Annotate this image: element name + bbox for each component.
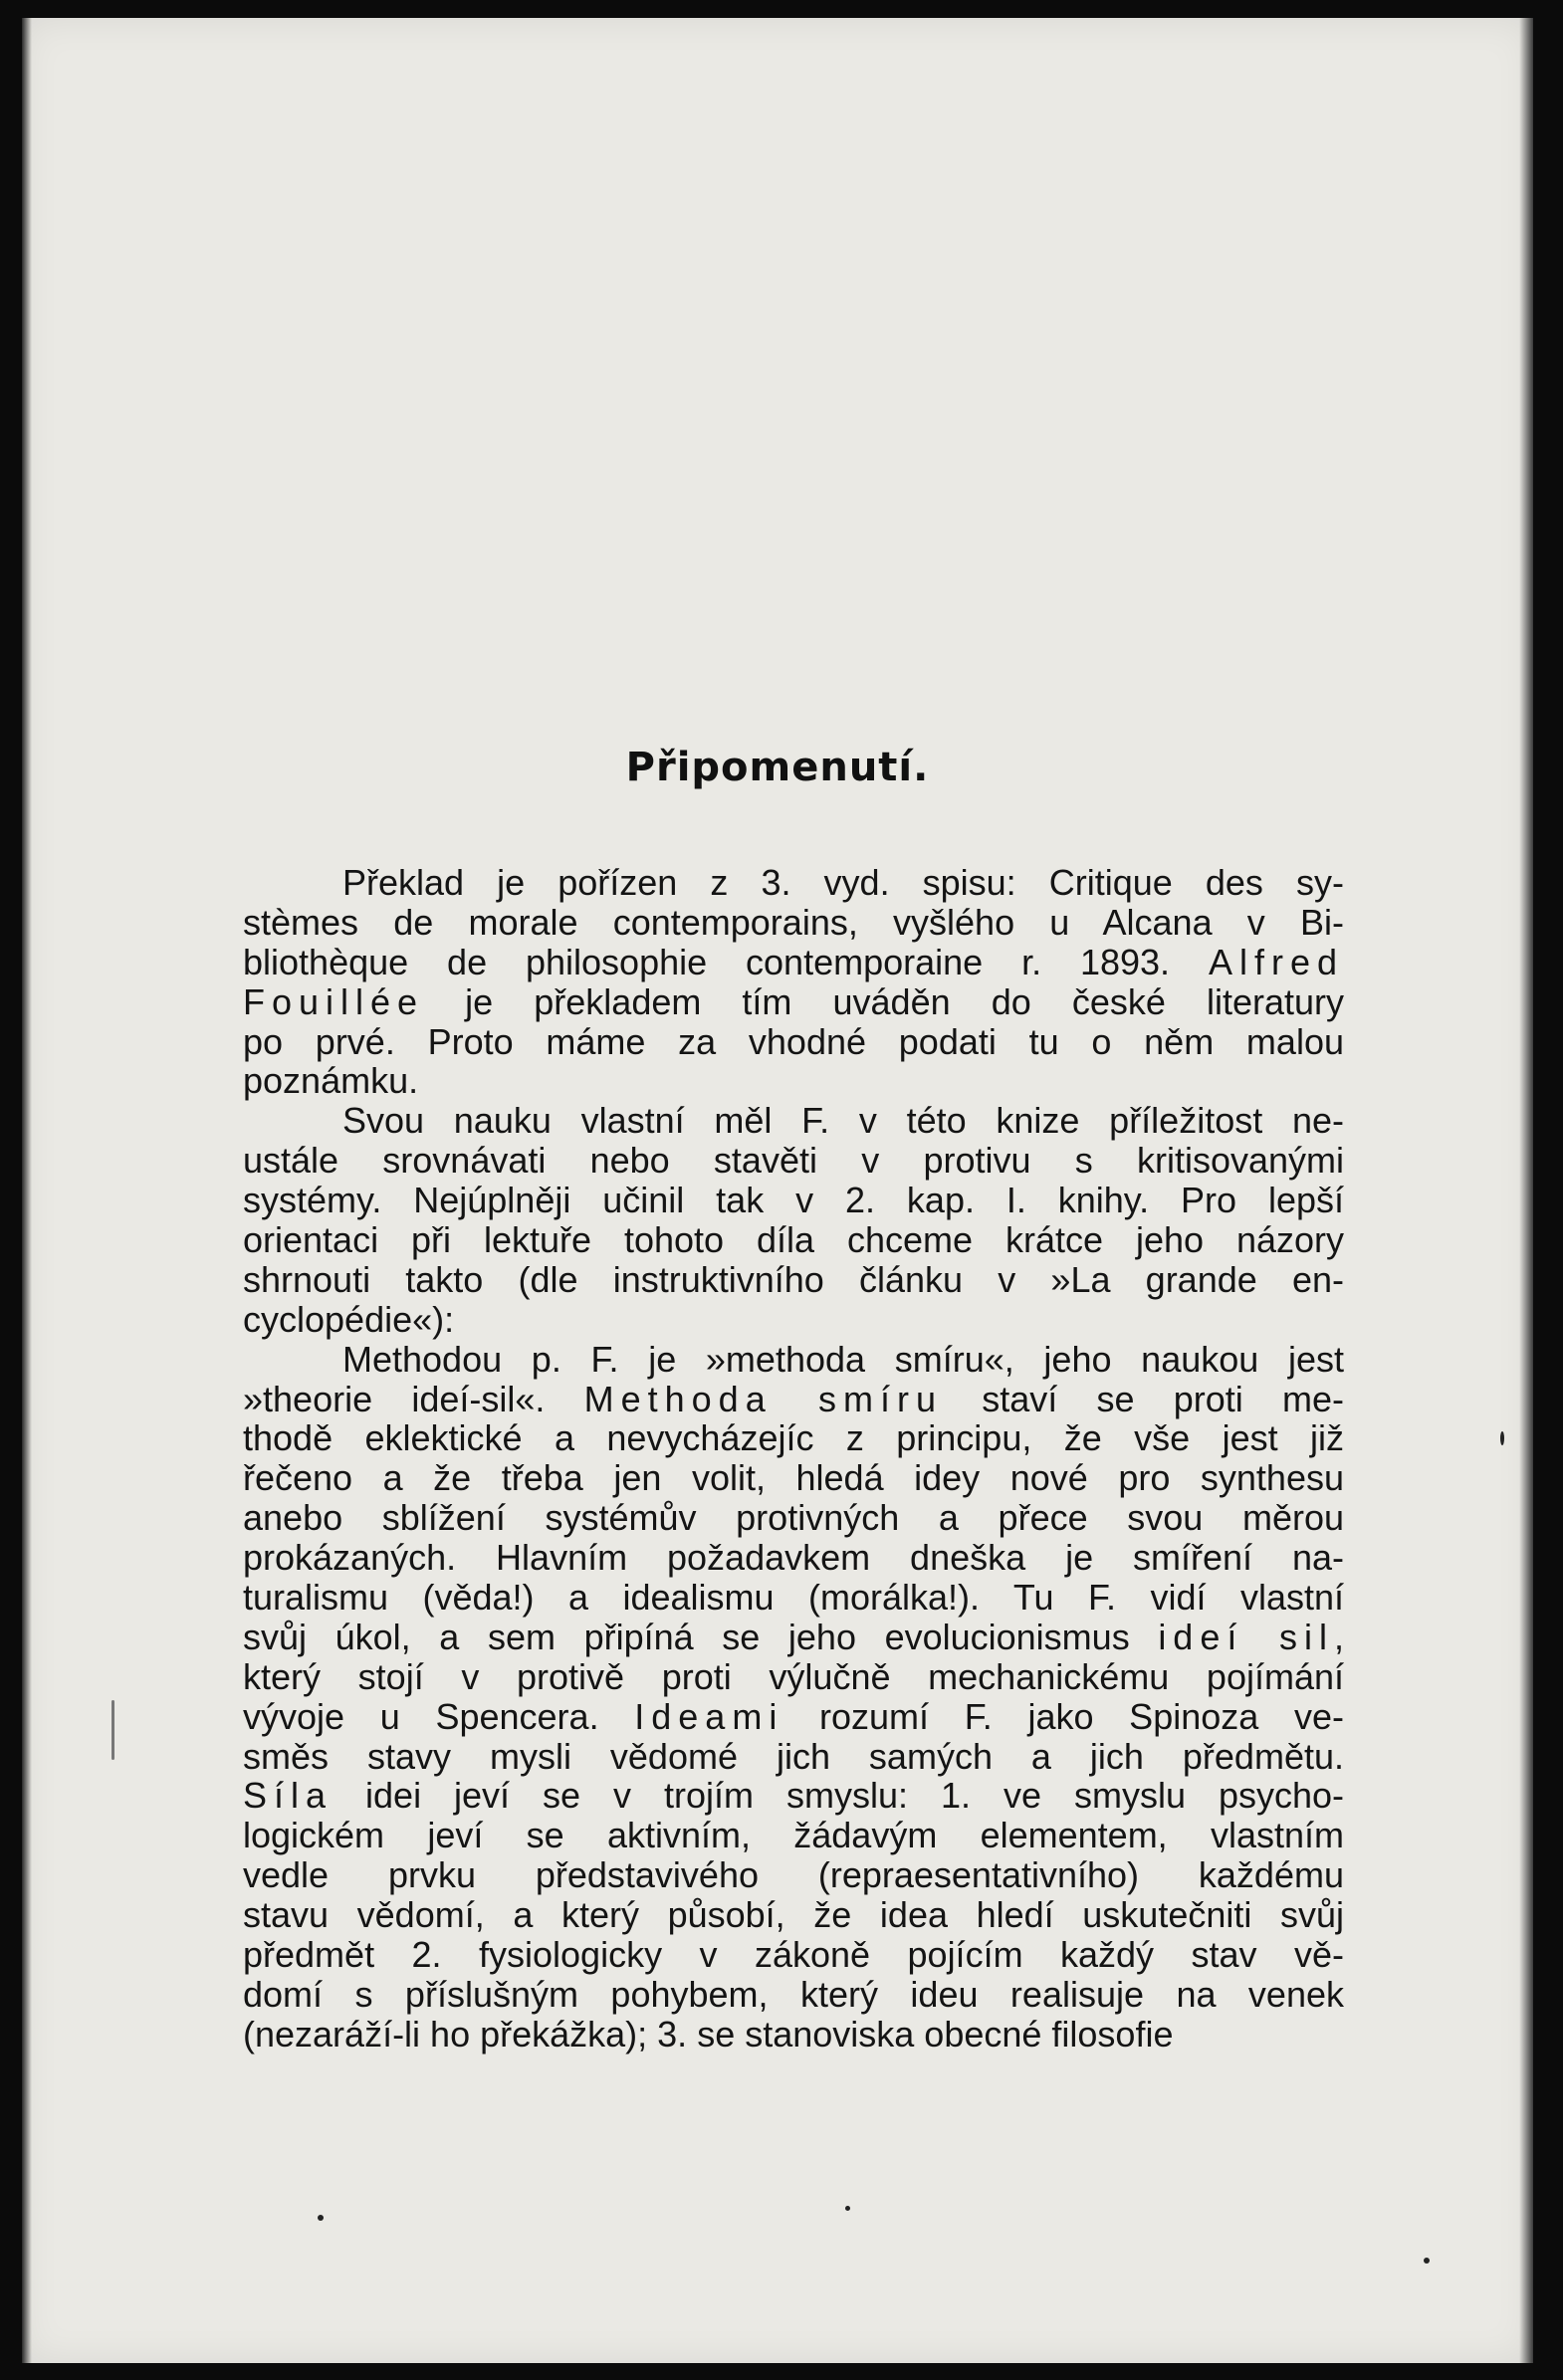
- text-run: bliothèque de philosophie contemporaine r. 1893.: [243, 941, 1209, 982]
- text-line: [243, 1380, 1344, 1419]
- text-line: [243, 1618, 1344, 1657]
- text-line: [243, 1538, 1344, 1578]
- scan-speck: [845, 2206, 850, 2211]
- spaced-emphasis: Methoda smíru: [583, 1378, 943, 1419]
- page-edge-shadow-left: [22, 18, 32, 2363]
- text-run: logickém jeví se aktivním, žádavým elementem, vlastním: [243, 1815, 1344, 1856]
- page-title: Připomenutí.: [625, 745, 930, 790]
- text-line: [243, 1141, 1344, 1181]
- text-run: stavu vědomí, a který působí, že idea hledí uskutečniti svůj: [243, 1894, 1344, 1936]
- text-line: [243, 1418, 1344, 1458]
- text-run: Methodou p. F. je »methoda smíru«, jeho naukou jest: [342, 1338, 1344, 1380]
- text-run: vedle prvku představivého (repraesentativního) každému: [243, 1854, 1344, 1896]
- text-run: vývoje u Spencera.: [243, 1695, 635, 1737]
- text-line: [243, 1776, 1344, 1816]
- text-line: [243, 1220, 1344, 1260]
- text-run: »theorie ideí-sil«.: [243, 1378, 584, 1419]
- text-run: orientaci při lektuře tohoto díla chceme krátce jeho názory: [243, 1219, 1344, 1261]
- text-run: staví se proti me-: [942, 1378, 1344, 1419]
- text-run: prokázaných. Hlavním požadavkem dneška je smíření na-: [243, 1537, 1344, 1579]
- text-run: rozumí F. jako Spinoza ve-: [783, 1695, 1344, 1737]
- page-edge-shadow-right: [1519, 18, 1533, 2363]
- spaced-emphasis: Ideami: [634, 1695, 784, 1737]
- text-run: cyclopédie«):: [243, 1298, 455, 1340]
- text-run: systémy. Nejúplněji učinil tak v 2. kap. I. knihy. Pro lepší: [243, 1180, 1344, 1221]
- text-run: anebo sblížení systémův protivných a přece svou měrou: [243, 1497, 1344, 1539]
- text-run: turalismu (věda!) a idealismu (morálka!). Tu F. vidí vlastní: [243, 1577, 1344, 1619]
- text-run: který stojí v protivě proti výlučně mechanickému pojímání: [243, 1655, 1344, 1697]
- text-run: shrnouti takto (dle instruktivního článku v »La grande en-: [243, 1258, 1344, 1300]
- text-line: [243, 982, 1344, 1022]
- text-run: směs stavy mysli vědomé jich samých a jich předmětu.: [243, 1735, 1344, 1777]
- text-run: ustále srovnávati nebo stavěti v protivu s kritisovanými: [243, 1140, 1344, 1182]
- text-run: po prvé. Proto máme za vhodné podati tu o něm malou: [243, 1020, 1344, 1062]
- text-run: předmět 2. fysiologicky v zákoně pojícím každý stav vě-: [243, 1934, 1344, 1976]
- scan-speck: [1500, 1431, 1504, 1445]
- scan-speck: [318, 2215, 324, 2221]
- text-line: [243, 1657, 1344, 1697]
- text-line: [243, 1340, 1344, 1380]
- text-line: [243, 1578, 1344, 1618]
- text-run: domí s příslušným pohybem, který ideu realisuje na venek: [243, 1973, 1344, 2015]
- text-run: svůj úkol, a sem připíná se jeho evolucionismus: [243, 1616, 1159, 1657]
- text-line: [243, 1101, 1344, 1141]
- text-line: [243, 863, 1344, 903]
- text-run: idei jeví se v trojím smyslu: 1. ve smyslu psycho-: [333, 1775, 1344, 1817]
- text-line: [243, 1975, 1344, 2015]
- text-run: stèmes de morale contemporains, vyšlého u Alcana v Bi-: [243, 901, 1344, 943]
- scan-speck: [1424, 2258, 1430, 2264]
- text-line: [243, 1697, 1344, 1737]
- body-text: [243, 863, 1344, 2055]
- text-run: Překlad je pořízen z 3. vyd. spisu: Critique des sy-: [342, 862, 1344, 903]
- scan-speck: [112, 1700, 114, 1760]
- text-line: [243, 1498, 1344, 1538]
- spaced-emphasis: Alfred: [1208, 941, 1344, 982]
- text-line: [243, 1816, 1344, 1855]
- text-line: [243, 1737, 1344, 1777]
- text-run: thodě eklektické a nevycházejíc z principu, že vše jest již: [243, 1417, 1344, 1459]
- text-line: [243, 1260, 1344, 1300]
- text-line: [243, 1022, 1344, 1062]
- text-line: [243, 1061, 1344, 1101]
- text-line: [243, 1895, 1344, 1935]
- text-run: Svou nauku vlastní měl F. v této knize příležitost ne-: [342, 1100, 1344, 1142]
- text-run: (nezaráží-li ho překážka); 3. se stanoviska obecné filosofie: [243, 2013, 1174, 2055]
- text-line: [243, 1300, 1344, 1340]
- text-line: [243, 1458, 1344, 1498]
- text-run: poznámku.: [243, 1060, 419, 1102]
- text-line: [243, 2015, 1344, 2055]
- spaced-emphasis: ideí sil: [1158, 1616, 1334, 1657]
- text-line: [243, 1935, 1344, 1975]
- text-line: [243, 943, 1344, 982]
- text-line: [243, 1181, 1344, 1220]
- spaced-emphasis: Síla: [243, 1775, 334, 1817]
- text-run: ,: [1333, 1616, 1344, 1657]
- text-run: je překladem tím uváděn do české literatury: [424, 980, 1344, 1022]
- scanned-page: [22, 18, 1533, 2363]
- text-line: [243, 1855, 1344, 1895]
- text-line: [243, 903, 1344, 943]
- text-run: řečeno a že třeba jen volit, hledá idey nové pro synthesu: [243, 1457, 1344, 1499]
- spaced-emphasis: Fouillée: [243, 980, 425, 1022]
